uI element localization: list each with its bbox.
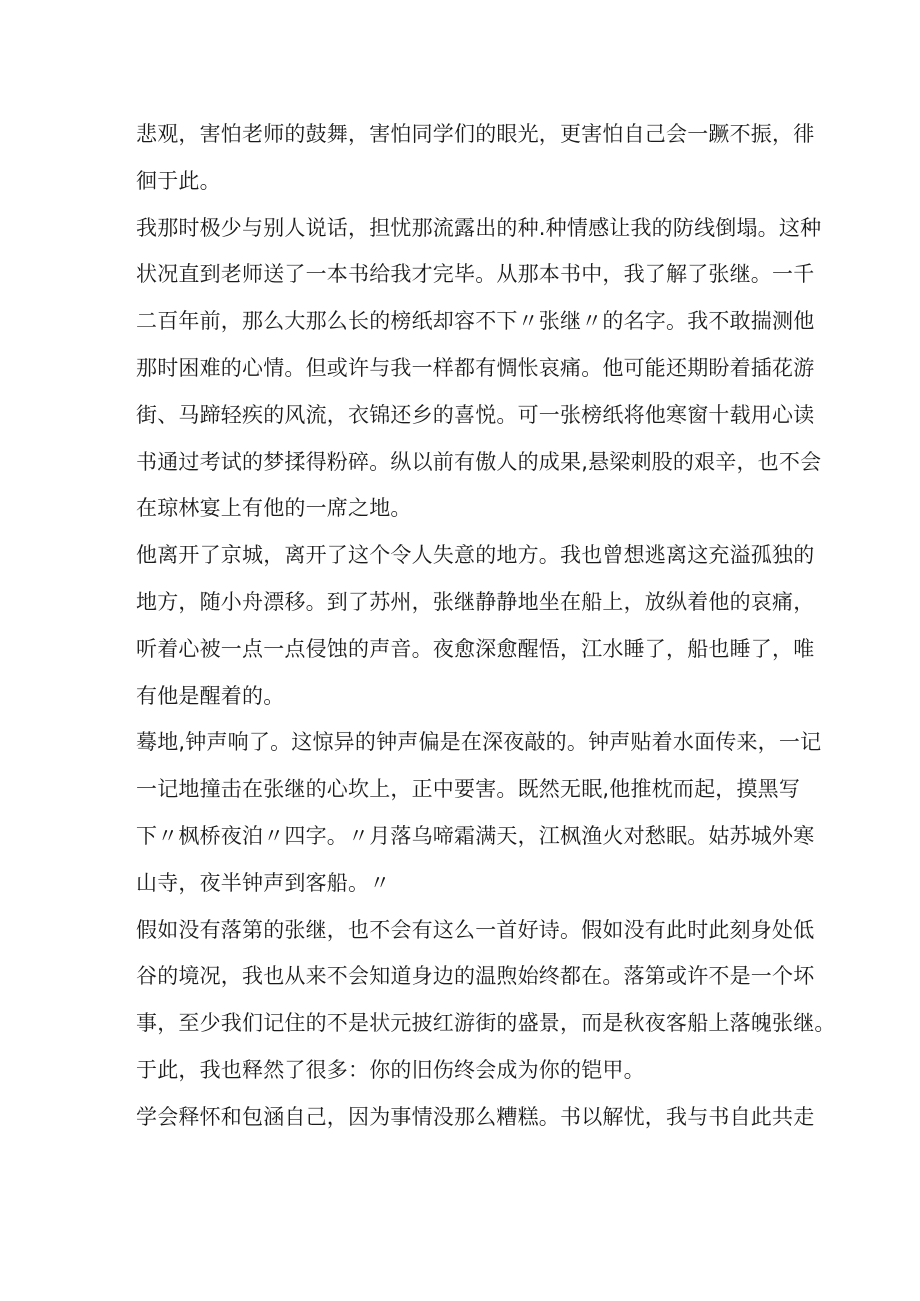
text-line: 事，至少我们记住的不是状元披红游街的盛景，而是秋夜客船上落魄张继。 — [136, 1011, 836, 1036]
text-line: 学会释怀和包涵自己，因为事情没那么糟糕。书以解忧，我与书自此共走 — [136, 1104, 815, 1129]
text-line: 我那时极少与别人说话，担忧那流露出的种.种情感让我的防线倒塌。这种 — [136, 215, 822, 240]
text-line: 听着心被一点一点侵蚀的声音。夜愈深愈醒悟，江水睡了，船也睡了，唯 — [136, 636, 815, 661]
text-line: 悲观，害怕老师的鼓舞，害怕同学们的眼光，更害怕自己会一蹶不振，徘 — [136, 122, 815, 146]
text-line: 假如没有落第的张继，也不会有这么一首好诗。假如没有此时此刻身处低 — [136, 917, 815, 942]
text-line: 书通过考试的梦揉得粉碎。纵以前有傲人的成果,悬梁刺股的艰辛，也不会 — [136, 449, 822, 474]
text-line: 他离开了京城，离开了这个令人失意的地方。我也曾想逃离这充溢孤独的 — [136, 543, 815, 568]
text-line: 于此，我也释然了很多：你的旧伤终会成为你的铠甲。 — [136, 1057, 645, 1082]
text-line: 徊于此。 — [136, 168, 221, 193]
text-line: 蓦地,钟声响了。这惊异的钟声偏是在深夜敲的。钟声贴着水面传来，一记 — [136, 730, 822, 755]
text-line: 状况直到老师送了一本书给我才完毕。从那本书中，我了解了张继。一千 — [136, 262, 815, 287]
text-line: 在琼林宴上有他的一席之地。 — [136, 496, 412, 521]
text-line: 有他是醒着的。 — [136, 683, 285, 708]
text-line: 下〃枫桥夜泊〃四字。〃月落乌啼霜满天，江枫渔火对愁眠。姑苏城外寒 — [136, 823, 815, 848]
text-line: 二百年前，那么大那么长的榜纸却容不下〃张继〃的名字。我不敢揣测他 — [136, 309, 815, 334]
body-text — [136, 111, 836, 1141]
text-line: 那时困难的心情。但或许与我一样都有惆怅哀痛。他可能还期盼着插花游 — [136, 355, 815, 380]
text-line: 山寺，夜半钟声到客船。〃 — [136, 870, 391, 895]
text-line: 谷的境况，我也从来不会知道身边的温煦始终都在。落第或许不是一个坏 — [136, 964, 815, 989]
text-line: 地方，随小舟漂移。到了苏州，张继静静地坐在船上，放纵着他的哀痛， — [136, 589, 815, 614]
text-line: 一记地撞击在张继的心坎上，正中要害。既然无眠,他推枕而起，摸黑写 — [136, 777, 801, 802]
text-line: 街、马蹄轻疾的风流，衣锦还乡的喜悦。可一张榜纸将他寒窗十载用心读 — [136, 402, 815, 427]
